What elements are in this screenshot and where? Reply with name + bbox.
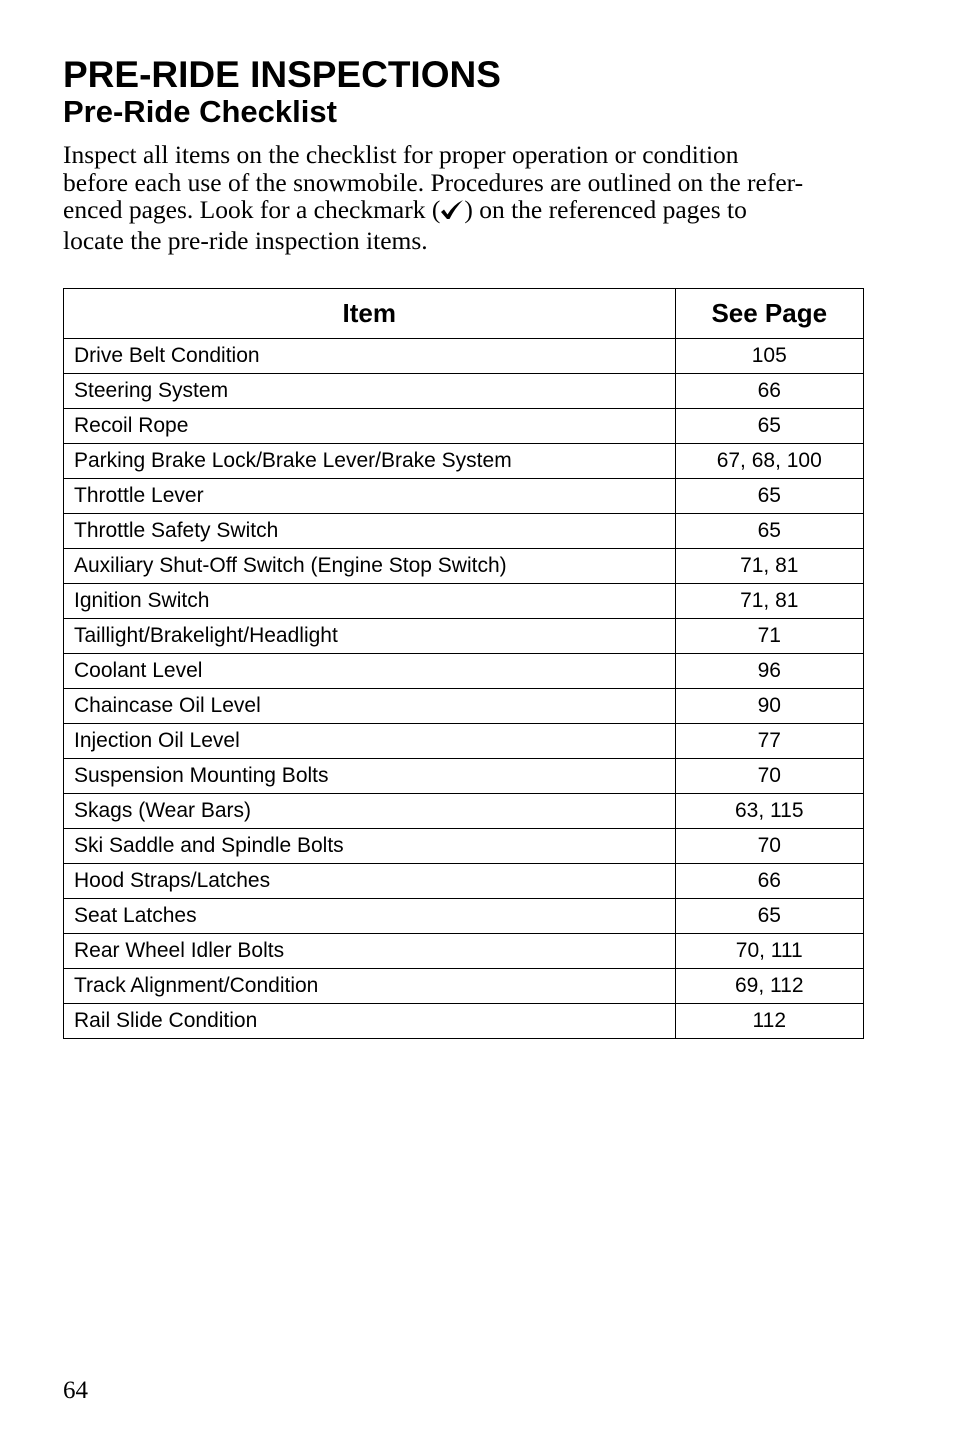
table-row [64, 619, 864, 654]
see-page-cell: 69, 112 [675, 969, 863, 1004]
item-cell: Coolant Level [64, 654, 676, 689]
item-cell: Throttle Lever [64, 479, 676, 514]
item-cell: Taillight/Brakelight/Headlight [64, 619, 676, 654]
item-cell: Rail Slide Condition [64, 1004, 676, 1039]
table-row [64, 794, 864, 829]
see-page-cell: 65 [675, 514, 863, 549]
section-title: Pre-Ride Checklist [63, 94, 337, 129]
table-row [64, 829, 864, 864]
see-page-cell: 71, 81 [675, 584, 863, 619]
see-page-cell: 65 [675, 479, 863, 514]
see-page-cell: 66 [675, 864, 863, 899]
page-title: PRE-RIDE INSPECTIONS [63, 54, 501, 95]
item-cell: Skags (Wear Bars) [64, 794, 676, 829]
table-row [64, 969, 864, 1004]
table-row [64, 724, 864, 759]
table-header-row [64, 289, 864, 339]
column-header-item: Item [64, 289, 676, 339]
item-cell: Throttle Safety Switch [64, 514, 676, 549]
intro-line-3 [63, 196, 868, 227]
see-page-cell: 71, 81 [675, 549, 863, 584]
item-cell: Parking Brake Lock/Brake Lever/Brake System [64, 444, 676, 479]
table-row [64, 759, 864, 794]
table-row [64, 689, 864, 724]
table-row [64, 409, 864, 444]
see-page-cell: 70, 111 [675, 934, 863, 969]
intro-paragraph [63, 141, 868, 254]
see-page-cell: 63, 115 [675, 794, 863, 829]
intro-line-2: before each use of the snowmobile. Procedures are outlined on the refer- [63, 167, 804, 197]
table-row [64, 1004, 864, 1039]
table-row [64, 934, 864, 969]
table-body [64, 339, 864, 1039]
see-page-cell: 112 [675, 1004, 863, 1039]
table-row [64, 479, 864, 514]
see-page-cell: 67, 68, 100 [675, 444, 863, 479]
pre-ride-checklist-table [63, 288, 864, 1039]
item-cell: Rear Wheel Idler Bolts [64, 934, 676, 969]
item-cell: Track Alignment/Condition [64, 969, 676, 1004]
table-row [64, 864, 864, 899]
item-cell: Injection Oil Level [64, 724, 676, 759]
table-row [64, 549, 864, 584]
item-cell: Suspension Mounting Bolts [64, 759, 676, 794]
see-page-cell: 105 [675, 339, 863, 374]
intro-line-3-start: enced pages. Look for a checkmark ( [63, 195, 441, 224]
table-row [64, 514, 864, 549]
see-page-cell: 70 [675, 759, 863, 794]
table-row [64, 339, 864, 374]
see-page-cell: 65 [675, 899, 863, 934]
table-row [64, 584, 864, 619]
see-page-cell: 90 [675, 689, 863, 724]
item-cell: Ski Saddle and Spindle Bolts [64, 829, 676, 864]
item-cell: Auxiliary Shut-Off Switch (Engine Stop Switch) [64, 549, 676, 584]
item-cell: Chaincase Oil Level [64, 689, 676, 724]
item-cell: Drive Belt Condition [64, 339, 676, 374]
intro-line-1: Inspect all items on the checklist for proper operation or condition [63, 140, 739, 169]
column-header-see-page: See Page [675, 289, 863, 339]
see-page-cell: 71 [675, 619, 863, 654]
page-number: 64 [63, 1377, 88, 1404]
see-page-cell: 66 [675, 374, 863, 409]
see-page-cell: 96 [675, 654, 863, 689]
intro-line-4: locate the pre-ride inspection items. [63, 225, 428, 255]
intro-line-3-end: ) on the referenced pages to [464, 195, 747, 224]
item-cell: Hood Straps/Latches [64, 864, 676, 899]
item-cell: Seat Latches [64, 899, 676, 934]
item-cell: Recoil Rope [64, 409, 676, 444]
table-row [64, 654, 864, 689]
table-row [64, 374, 864, 409]
table-row [64, 444, 864, 479]
checkmark-icon [440, 199, 464, 227]
see-page-cell: 77 [675, 724, 863, 759]
table-row [64, 899, 864, 934]
see-page-cell: 65 [675, 409, 863, 444]
item-cell: Steering System [64, 374, 676, 409]
item-cell: Ignition Switch [64, 584, 676, 619]
see-page-cell: 70 [675, 829, 863, 864]
